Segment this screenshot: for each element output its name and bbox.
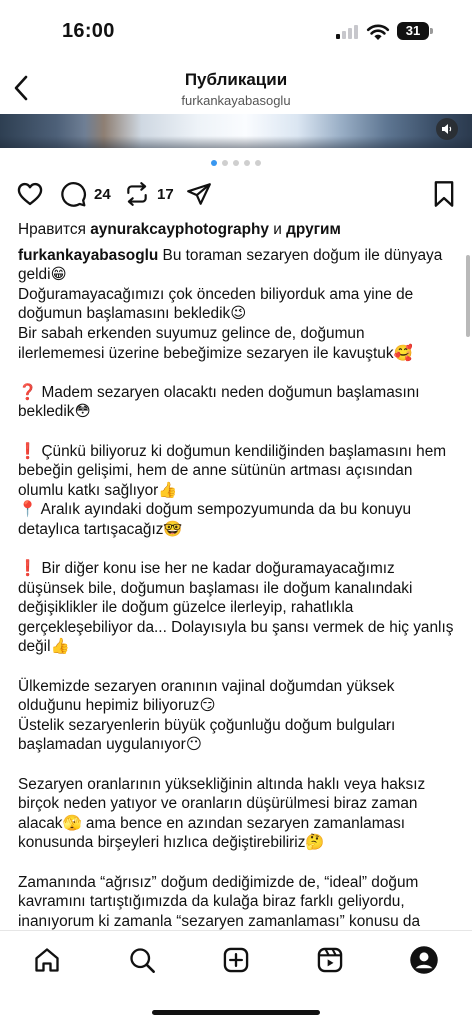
page-title: Публикации bbox=[184, 70, 288, 89]
heart-icon bbox=[16, 180, 44, 208]
save-button[interactable] bbox=[432, 178, 456, 210]
send-icon bbox=[186, 181, 212, 207]
tab-search[interactable] bbox=[127, 945, 157, 975]
likes-prefix: Нравится bbox=[18, 221, 91, 238]
caption-line: Üstelik sezaryenlerin büyük çoğunluğu doğum bulguları başlamadan uygulanıyor😶 bbox=[18, 716, 396, 754]
reels-icon bbox=[316, 946, 344, 974]
repost-icon bbox=[124, 181, 150, 207]
caption-lines bbox=[18, 285, 454, 951]
nav-header bbox=[0, 62, 472, 114]
caption bbox=[18, 246, 454, 951]
tab-reels[interactable] bbox=[315, 945, 345, 975]
wifi-icon bbox=[366, 23, 390, 41]
battery-icon: 31 bbox=[397, 22, 429, 40]
repost-count: 17 bbox=[157, 185, 174, 203]
status-bar bbox=[0, 0, 472, 60]
tab-profile[interactable] bbox=[409, 945, 439, 975]
battery-tip bbox=[430, 28, 433, 34]
caption-line: Zamanında “ağrısız” doğum dediğimizde de, “ideal” doğum kavramını tartıştığımızda da kulağa biraz farklı geliyordu, inanıyorum ki zamanla “sezaryen zamanlaması” konusu da bbox=[18, 873, 421, 930]
tab-create[interactable] bbox=[221, 945, 251, 975]
caption-text: Bu toraman sezaryen doğum ile dünyaya geldi😁 bbox=[18, 246, 443, 284]
caption-line: ❓ Madem sezaryen olacaktı neden doğumun başlamasını bekledik😳 bbox=[18, 383, 420, 421]
caption-username[interactable]: furkankayabasoglu bbox=[18, 246, 159, 264]
caption-first-line bbox=[18, 246, 454, 285]
scrollbar[interactable] bbox=[466, 255, 470, 337]
caption-line: ❗ Çünkü biliyoruz ki doğumun kendiliğinden başlamasını hem bebeğin gelişimi, hem de anne sütünün artması açısından olumlu katkı sağlıyor👍 bbox=[18, 442, 447, 499]
share-button[interactable] bbox=[186, 178, 212, 210]
profile-icon bbox=[409, 945, 439, 975]
comment-count: 24 bbox=[94, 185, 111, 203]
likes-middle: и bbox=[268, 221, 287, 238]
caption-line: Sezaryen oranlarının yüksekliğinin altında haklı veya haksız birçok neden yatıyor ve oranların düşürülmesi biraz zaman alacak🫣 ama bence en azından sezaryen zamanlaması konusunda birşeyleri hızlıca değiştirebiliriz🤔 bbox=[18, 775, 426, 852]
caption-line: 📍 Aralık ayındaki doğum sempozyumunda da bu konuyu detaylıca tartışacağız🤓 bbox=[18, 501, 412, 538]
caption-line: Doğuramayacağımızı çok önceden biliyorduk ama yine de doğumun başlamasını bekledik😉 bbox=[18, 285, 414, 323]
post-actions bbox=[0, 178, 472, 212]
post-content bbox=[18, 220, 454, 951]
likes-summary[interactable] bbox=[18, 220, 454, 240]
create-icon bbox=[222, 946, 250, 974]
caption-line: Ülkemizde sezaryen oranının vajinal doğumdan yüksek olduğunu hepimiz biliyoruz😏 bbox=[18, 677, 395, 715]
comment-button[interactable] bbox=[60, 178, 111, 210]
like-button[interactable] bbox=[16, 178, 44, 210]
repost-button[interactable] bbox=[124, 178, 174, 210]
caption-line: Bir sabah erkenden suyumuz gelince de, doğumun ilerlememesi üzerine bebeğimize sezaryen ile kavuştuk🥰 bbox=[18, 324, 413, 362]
carousel-dots bbox=[0, 160, 472, 166]
home-icon bbox=[33, 946, 61, 974]
comment-icon bbox=[60, 181, 87, 208]
carousel-dot bbox=[255, 160, 261, 166]
post-media[interactable] bbox=[0, 114, 472, 148]
status-time: 16:00 bbox=[62, 20, 115, 42]
caption-line: ❗ Bir diğer konu ise her ne kadar doğuramayacağımız düşünsek bile, doğumun başlaması ile doğum kanalındaki değişiklikler ile doğum güzelce ilerleyip, rahatlıkla gerçekleşebiliyor da... Dolayısıyla bu şansı vermek de hiç yanlış değil👍 bbox=[18, 560, 454, 656]
home-indicator bbox=[152, 1010, 320, 1015]
signal-icon bbox=[336, 25, 360, 39]
bookmark-icon bbox=[432, 180, 456, 208]
sound-toggle-button[interactable] bbox=[436, 118, 458, 140]
carousel-dot bbox=[244, 160, 250, 166]
carousel-dot bbox=[222, 160, 228, 166]
carousel-dot bbox=[211, 160, 217, 166]
likes-others[interactable]: другим bbox=[286, 221, 341, 238]
tab-home[interactable] bbox=[32, 945, 62, 975]
search-icon bbox=[128, 946, 156, 974]
carousel-dot bbox=[233, 160, 239, 166]
speaker-icon bbox=[441, 123, 453, 135]
page-subtitle[interactable]: furkankayabasoglu bbox=[181, 93, 291, 108]
liker-username[interactable]: aynurakcayphotography bbox=[90, 221, 269, 238]
